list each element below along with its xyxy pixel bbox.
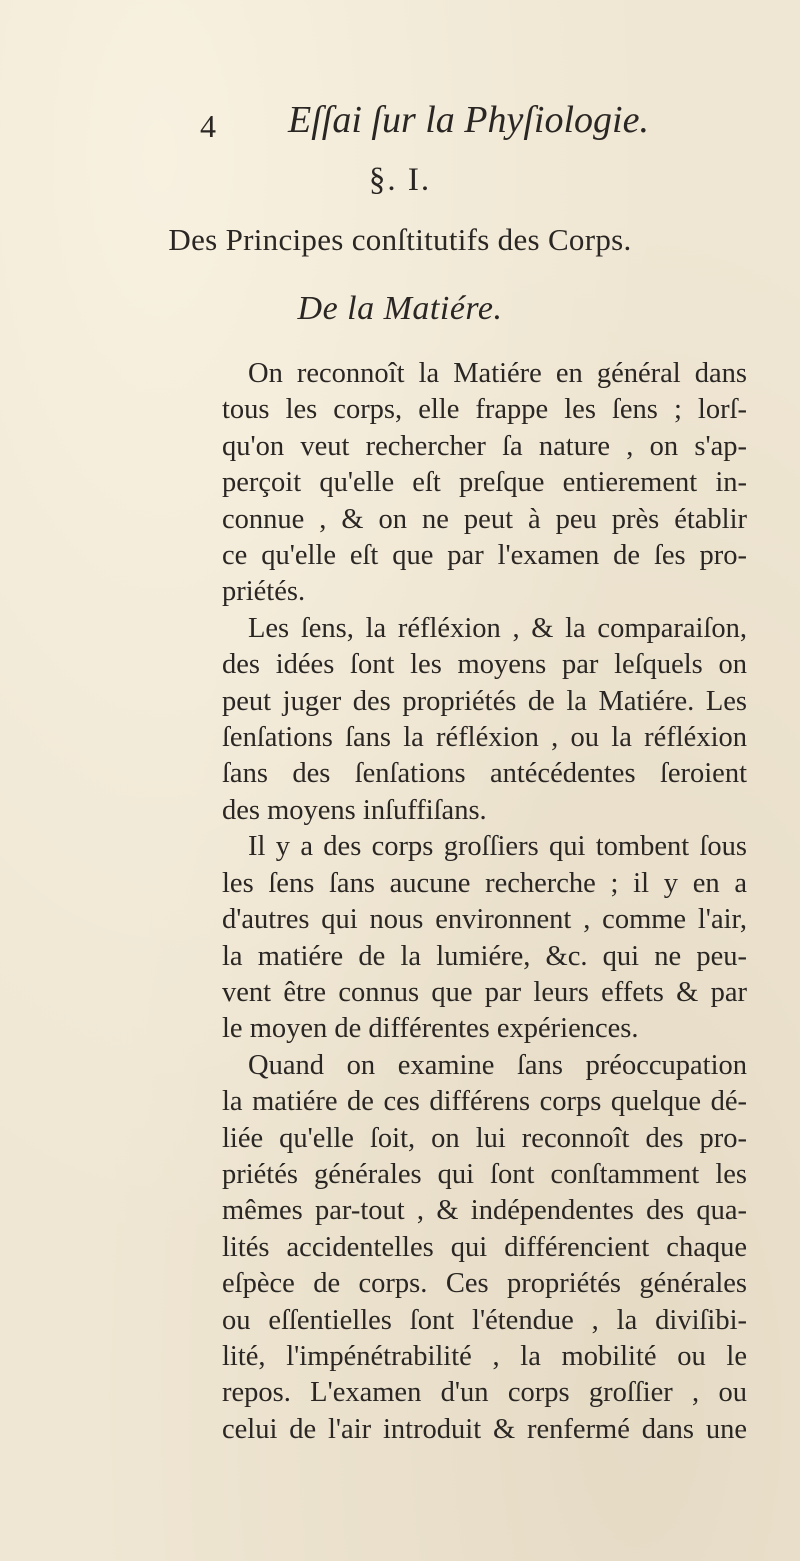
text-line: connue , & on ne peut à peu près établir xyxy=(222,503,747,535)
body-text xyxy=(222,356,747,1448)
text-line: des moyens inſuffiſans. xyxy=(222,794,487,826)
text-line: mêmes par-tout , & indépendentes des qua- xyxy=(222,1195,747,1227)
text-line: ce qu'elle eſt que par l'examen de ſes pro- xyxy=(222,540,747,572)
text-line: Les ſens, la réfléxion , & la comparaiſon, xyxy=(248,612,747,644)
text-line: vent être connus que par leurs effets & par xyxy=(222,976,747,1008)
text-line: On reconnoît la Matiére en général dans xyxy=(248,358,747,389)
text-line: ſans des ſenſations antécédentes ſeroient xyxy=(222,758,747,790)
chapter-title: Des Principes conſtitutifs des Corps. xyxy=(168,222,632,257)
text-line: des idées ſont les moyens par leſquels on xyxy=(222,649,747,681)
text-line: ſenſations ſans la réfléxion , ou la réfléxion xyxy=(222,722,747,754)
text-line: perçoit qu'elle eſt preſque entierement in- xyxy=(222,467,747,499)
text-line: liée qu'elle ſoit, on lui reconnoît des pro- xyxy=(222,1122,747,1154)
text-line: d'autres qui nous environnent , comme l'air, xyxy=(222,904,747,936)
text-line: peut juger des propriétés de la Matiére. Les xyxy=(222,685,747,717)
text-line: tous les corps, elle frappe les ſens ; lorſ- xyxy=(222,394,747,426)
page-number: 4 xyxy=(200,108,216,144)
text-line: le moyen de différentes expériences. xyxy=(222,1013,639,1045)
text-line: ou eſſentielles ſont l'étendue , la diviſibi- xyxy=(222,1304,747,1336)
text-line: qu'on veut rechercher ſa nature , on s'ap- xyxy=(222,430,747,462)
text-line: Il y a des corps groſſiers qui tombent ſous xyxy=(248,831,747,863)
subtitle: De la Matiére. xyxy=(297,290,503,327)
text-line: la matiére de ces différens corps quelque dé- xyxy=(222,1086,747,1118)
text-line: priétés générales qui ſont conſtamment les xyxy=(222,1158,747,1190)
text-line: lités accidentelles qui différencient chaque xyxy=(222,1231,747,1263)
text-line: celui de l'air introduit & renfermé dans une xyxy=(222,1413,747,1445)
text-line: la matiére de la lumiére, &c. qui ne peu- xyxy=(222,940,747,972)
text-line: eſpèce de corps. Ces propriétés générales xyxy=(222,1268,747,1300)
text-line: Quand on examine ſans préoccupation xyxy=(248,1049,747,1081)
text-line: les ſens ſans aucune recherche ; il y en a xyxy=(222,867,747,899)
text-line: lité, l'impénétrabilité , la mobilité ou le xyxy=(222,1340,747,1372)
text-line: priétés. xyxy=(222,576,306,608)
text-line: repos. L'examen d'un corps groſſier , ou xyxy=(222,1377,747,1409)
section-number: §. I. xyxy=(368,162,432,198)
running-title: Eſſai ſur la Phyſiologie. xyxy=(288,99,649,141)
